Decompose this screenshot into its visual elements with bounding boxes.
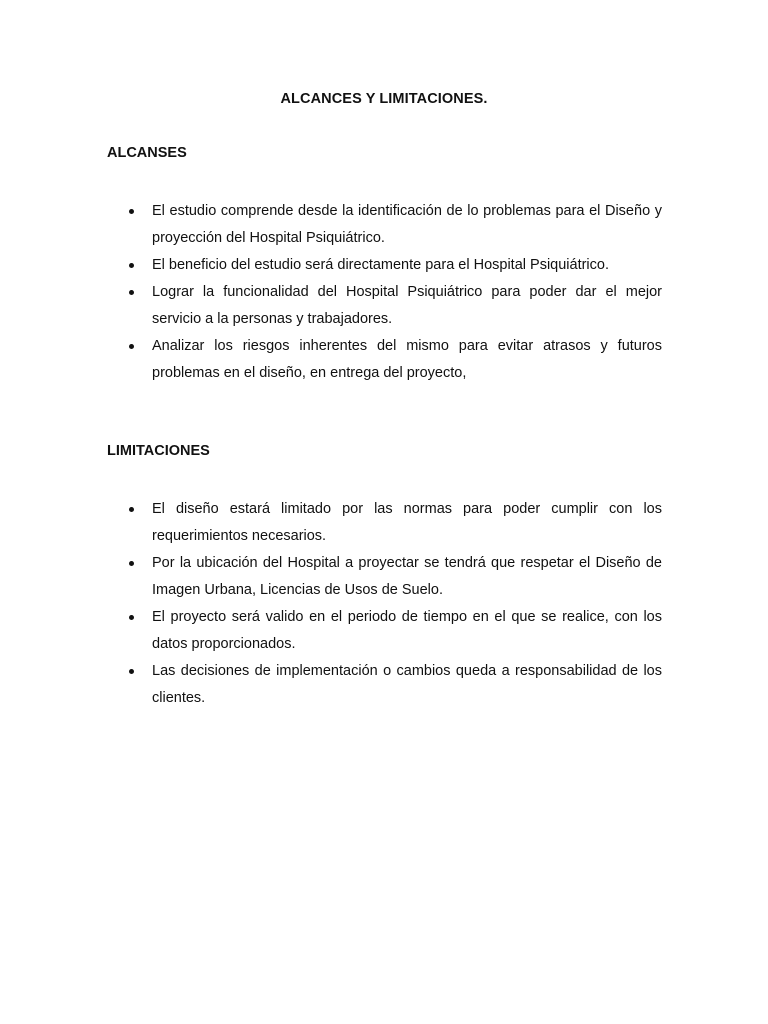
list-item (107, 252, 662, 279)
bullet-icon (129, 615, 134, 620)
list-item (107, 604, 662, 658)
bullet-icon (129, 669, 134, 674)
list-item (107, 658, 662, 712)
bullet-icon (129, 290, 134, 295)
list-item (107, 198, 662, 252)
list-item (107, 550, 662, 604)
alcanses-list (107, 198, 662, 387)
section-heading-limitaciones: LIMITACIONES (107, 443, 210, 459)
list-item-text: El estudio comprende desde la identificación de lo problemas para el Diseño y proyección del Hospital Psiquiátrico. (152, 203, 662, 246)
list-item-text: Por la ubicación del Hospital a proyectar se tendrá que respetar el Diseño de Imagen Urbana, Licencias de Usos de Suelo. (152, 555, 662, 598)
section-heading-alcanses: ALCANSES (107, 145, 187, 161)
bullet-icon (129, 209, 134, 214)
bullet-icon (129, 344, 134, 349)
bullet-icon (129, 507, 134, 512)
list-item-text: El beneficio del estudio será directamente para el Hospital Psiquiátrico. (152, 257, 609, 273)
limitaciones-list (107, 496, 662, 712)
list-item-text: El diseño estará limitado por las normas para poder cumplir con los requerimientos necesarios. (152, 501, 662, 544)
list-item (107, 333, 662, 387)
list-item-text: El proyecto será valido en el periodo de tiempo en el que se realice, con los datos proporcionados. (152, 609, 662, 652)
bullet-icon (129, 263, 134, 268)
list-item-text: Lograr la funcionalidad del Hospital Psiquiátrico para poder dar el mejor servicio a la personas y trabajadores. (152, 284, 662, 327)
list-item-text: Las decisiones de implementación o cambios queda a responsabilidad de los clientes. (152, 663, 662, 706)
bullet-icon (129, 561, 134, 566)
page-title: ALCANCES Y LIMITACIONES. (280, 91, 488, 107)
list-item (107, 496, 662, 550)
list-item (107, 279, 662, 333)
list-item-text: Analizar los riesgos inherentes del mismo para evitar atrasos y futuros problemas en el diseño, en entrega del proyecto, (152, 338, 662, 381)
